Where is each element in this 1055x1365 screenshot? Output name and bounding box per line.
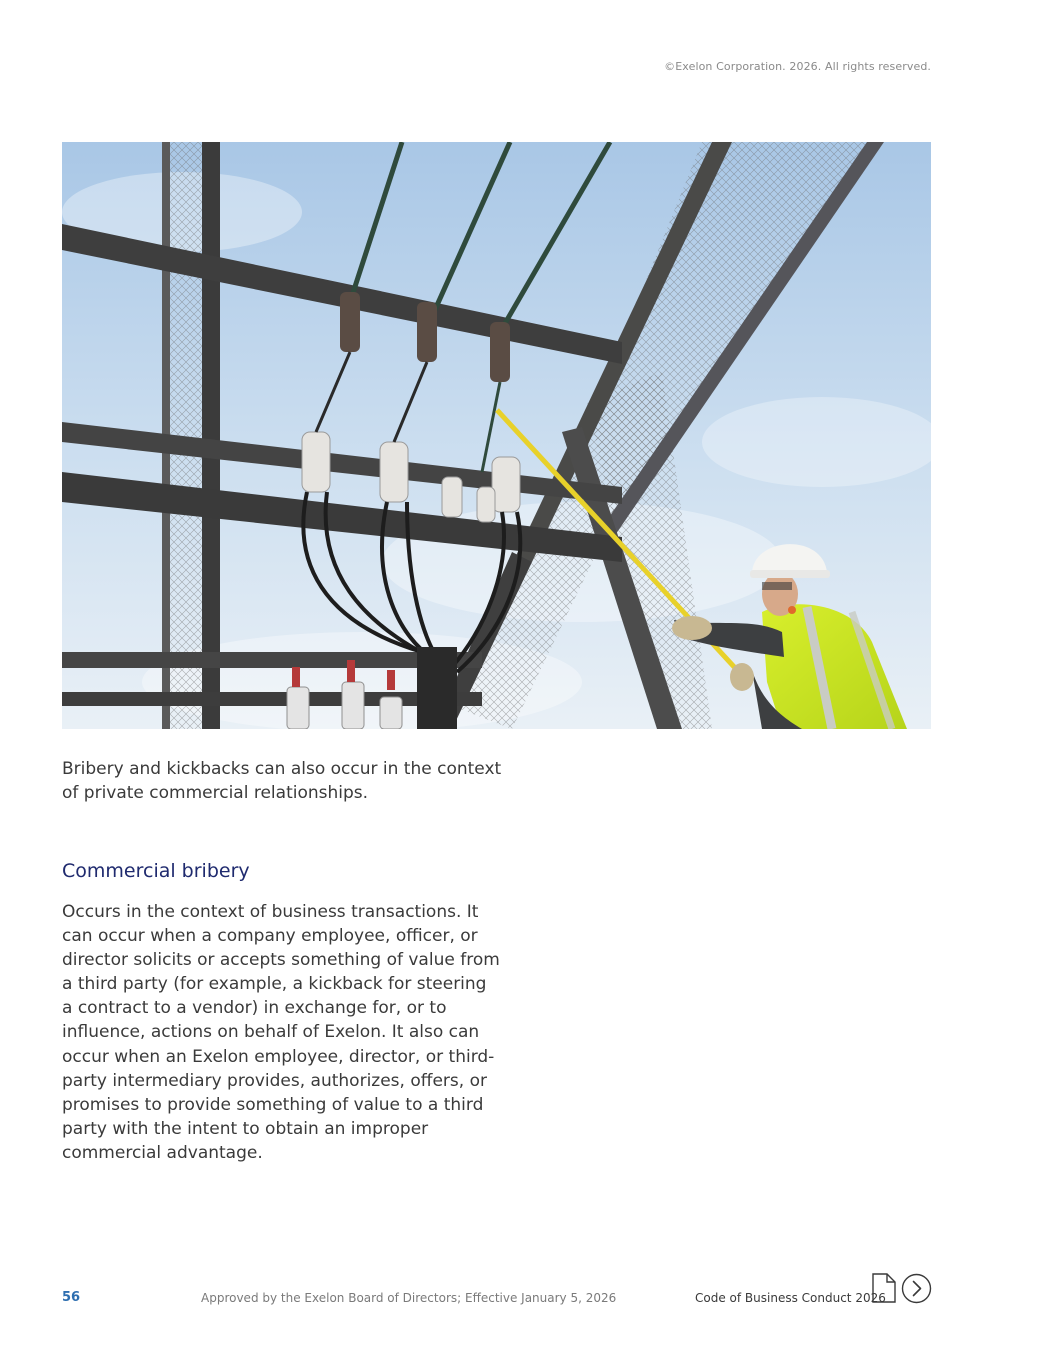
document-icon[interactable] (872, 1273, 896, 1303)
copyright-notice: ©Exelon Corporation. 2026. All rights reserved. (664, 60, 931, 73)
document-title: Code of Business Conduct 2026 (695, 1291, 886, 1305)
hero-photo (62, 142, 931, 729)
page-number: 56 (62, 1290, 81, 1305)
commercial-bribery-paragraph: Occurs in the context of business transactions. It can occur when a company employee, officer, or director solicits or accepts something of value from a third party (for example, a kickback for steering a contract to a vendor) in exchange for, or to influence, actions on behalf of Exelon. It also can occur when an Exelon employee, director, or third-party intermediary provides, authorizes, offers, or promises to provide something of value to a third party with the intent to obtain an improper commercial advantage. (62, 902, 500, 1163)
section-heading-commercial-bribery: Commercial bribery (62, 860, 250, 882)
chevron-right-circle-icon[interactable] (901, 1273, 932, 1304)
substation-worker-illustration (62, 142, 931, 729)
intro-paragraph: Bribery and kickbacks can also occur in the context of private commercial relationships. (62, 759, 502, 803)
approval-note: Approved by the Exelon Board of Directors; Effective January 5, 2026 (201, 1291, 617, 1305)
